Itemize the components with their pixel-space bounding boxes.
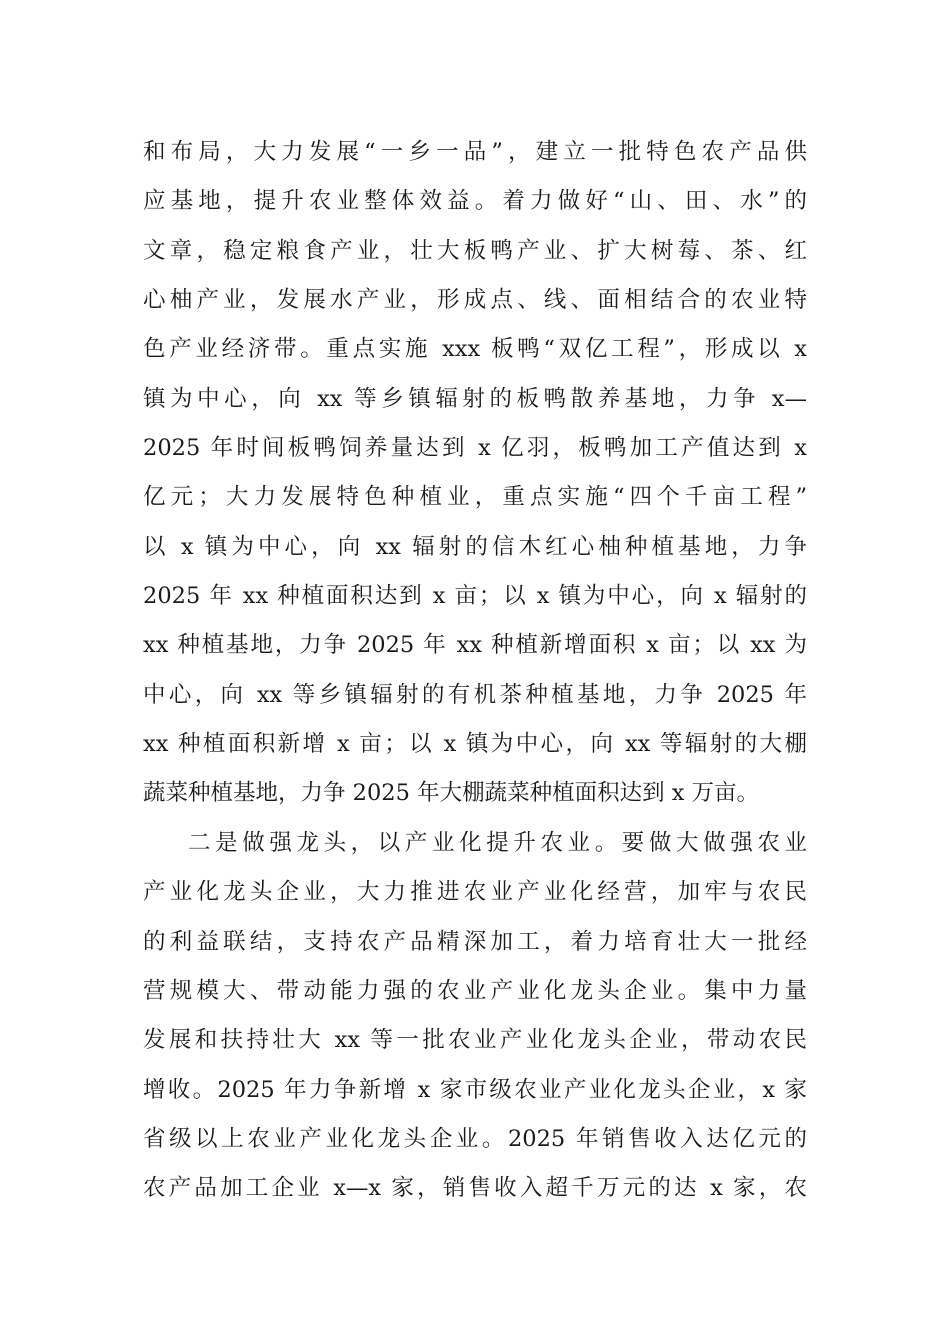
text-line-15: 二是做强龙头，以产业化提升农业。要做大做强农业 [188,829,807,856]
text-line-5: 色产业经济带。重点实施 xxx 板鸭“双亿工程”，形成以 x [143,336,807,363]
text-line-19: 发展和扶持壮大 xx 等一批农业产业化龙头企业，带动农民 [143,1027,807,1054]
text-line-9: 以 x 镇为中心，向 xx 辐射的信木红心柚种植基地，力争 [143,533,807,560]
text-line-3: 文章，稳定粮食产业，壮大板鸭产业、扩大树莓、茶、红 [143,237,807,264]
text-line-8: 亿元；大力发展特色种植业，重点实施“四个千亩工程” [143,484,807,511]
text-line-2: 应基地，提升农业整体效益。着力做好“山、田、水”的 [143,188,807,215]
body-text [143,128,807,1214]
text-line-17: 的利益联结，支持农产品精深加工，着力培育壮大一批经 [143,928,807,955]
text-line-10: 2025 年 xx 种植面积达到 x 亩；以 x 镇为中心，向 x 辐射的 [143,583,807,610]
text-line-20: 增收。2025 年力争新增 x 家市级农业产业化龙头企业，x 家 [143,1076,807,1103]
text-line-6: 镇为中心，向 xx 等乡镇辐射的板鸭散养基地，力争 x— [143,385,807,412]
text-line-11: xx 种植基地，力争 2025 年 xx 种植新增面积 x 亩；以 xx 为 [143,632,807,659]
text-line-22: 农产品加工企业 x—x 家，销售收入超千万元的达 x 家，农 [143,1175,807,1202]
text-line-21: 省级以上农业产业化龙头企业。2025 年销售收入达亿元的 [143,1125,807,1152]
text-line-7: 2025 年时间板鸭饲养量达到 x 亿羽，板鸭加工产值达到 x [143,435,807,462]
text-line-18: 营规模大、带动能力强的农业产业化龙头企业。集中力量 [143,977,807,1004]
text-line-4: 心柚产业，发展水产业，形成点、线、面相结合的农业特 [143,287,807,314]
text-line-1: 和布局，大力发展“一乡一品”，建立一批特色农产品供 [143,139,807,165]
text-line-16: 产业化龙头企业，大力推进农业产业化经营，加牢与农民 [143,879,807,906]
text-line-14: 蔬菜种植基地，力争 2025 年大棚蔬菜种植面积达到 x 万亩。 [143,780,760,807]
text-line-12: 中心，向 xx 等乡镇辐射的有机茶种植基地，力争 2025 年 [143,681,807,708]
text-line-13: xx 种植面积新增 x 亩；以 x 镇为中心，向 xx 等辐射的大棚 [143,731,807,758]
